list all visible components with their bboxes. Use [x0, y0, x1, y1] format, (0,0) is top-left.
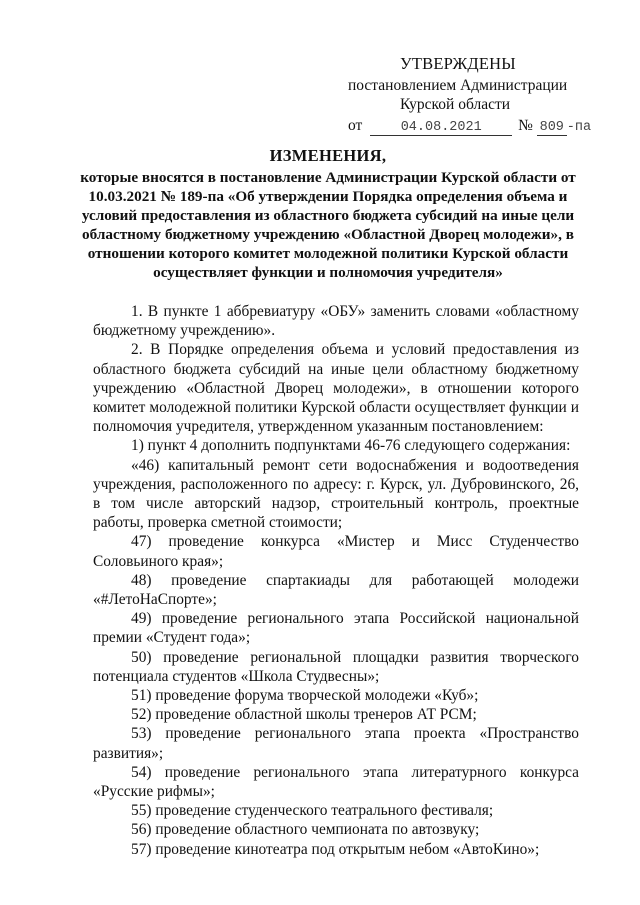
body-paragraph: 54) проведение регионального этапа литературного конкурса «Русские рифмы»;	[93, 763, 579, 801]
approval-number-suffix: -па	[566, 120, 592, 135]
number-prefix: №	[518, 117, 533, 134]
body-paragraph: «46) капитальный ремонт сети водоснабжения и водоотведения учреждения, расположенного по адресу: г. Курск, ул. Дубровинского, 26, в том числе авторский надзор, строительный контроль, проектные работы, проверка сметной стоимости;	[93, 456, 579, 532]
body-paragraph: 56) проведение областного чемпионата по автозвуку;	[131, 821, 480, 839]
body-paragraph: 48) проведение спартакиады для работающей молодежи «#ЛетоНаСпорте»;	[93, 571, 579, 609]
date-prefix: от	[348, 117, 363, 134]
body-paragraph: 47) проведение конкурса «Мистер и Мисс Студенчество Соловьиного края»;	[93, 533, 579, 570]
body-paragraph: 53) проведение регионального этапа проекта «Пространство развития»;	[93, 725, 579, 762]
body-paragraph: 52) проведение областной школы тренеров АТ РСМ;	[131, 706, 477, 724]
body-paragraph: 57) проведение кинотеатра под открытым небом «АвтоКино»;	[131, 840, 540, 858]
approval-line-2: Курской области	[400, 96, 511, 113]
approval-line-1: постановлением Администрации	[348, 77, 568, 94]
body-paragraph: 2. В Порядке определения объема и условий предоставления из областного бюджета субсидий на иные цели областному бюджетному учреждению «Областной Дворец молодежи», в отношении которого комитет молодежной политики Курской области осуществляет функции и полномочия учредителя, утвержденном указанным постановлением:	[93, 341, 579, 436]
body-paragraph: 55) проведение студенческого театрального фестиваля;	[131, 802, 494, 820]
body-paragraph: 1. В пункте 1 аббревиатуру «ОБУ» заменить словами «областному бюджетному учреждению».	[93, 303, 579, 340]
approval-date: 04.08.2021	[370, 121, 512, 136]
body-paragraph: 51) проведение форума творческой молодежи «Куб»;	[131, 687, 479, 705]
approval-date-row	[348, 116, 591, 137]
document-heading	[80, 146, 576, 282]
body-paragraph: 1) пункт 4 дополнить подпунктами 46-76 следующего содержания:	[131, 437, 571, 455]
body-paragraph: 49) проведение регионального этапа Российской национальной премии «Студент года»;	[93, 610, 579, 647]
heading-subtitle: которые вносятся в постановление Администрации Курской области от 10.03.2021 № 189-па «Об утверждении Порядка определения объема и условий предоставления из областного бюджета субсидий на иные цели областному бюджетному учреждению «Областной Дворец молодежи», в отношении которого комитет молодежной политики Курской области осуществляет функции и полномочия учредителя»	[80, 169, 576, 281]
heading-title: ИЗМЕНЕНИЯ,	[269, 146, 387, 165]
approval-number: 809	[537, 121, 567, 136]
document-body	[93, 302, 579, 859]
approval-title: УТВЕРЖДЕНЫ	[400, 54, 516, 73]
body-paragraph: 50) проведение региональной площадки развития творческого потенциала студентов «Школа Студвесны»;	[93, 648, 579, 685]
